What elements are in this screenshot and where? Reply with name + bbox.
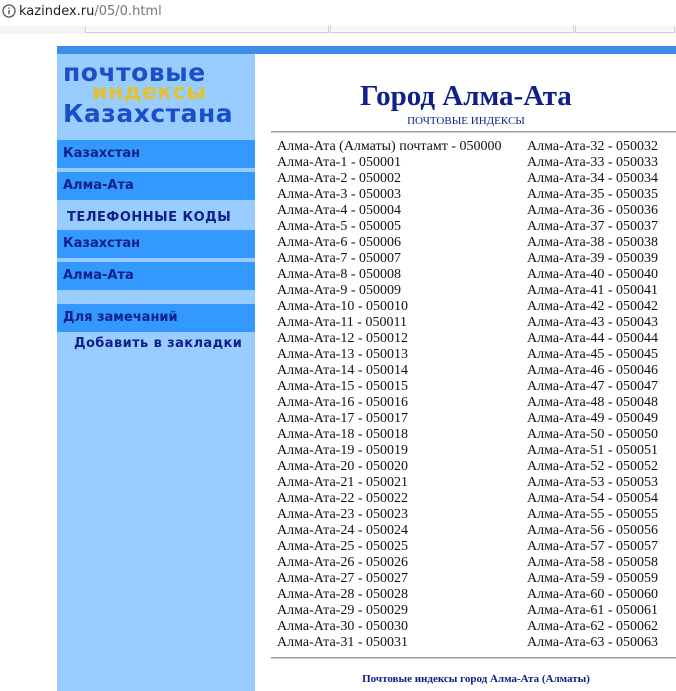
nav-postal-kazakhstan[interactable]: Казахстан	[57, 140, 255, 168]
postal-code-item: Алма-Ата-31 - 050031	[277, 635, 408, 650]
nav-phone-kazakhstan[interactable]: Казахстан	[57, 230, 255, 258]
postal-code-item: Алма-Ата-2 - 050002	[277, 171, 401, 186]
postal-code-item: Алма-Ата-45 - 050045	[527, 347, 658, 362]
postal-codes-right-column	[527, 139, 658, 651]
postal-code-item: Алма-Ата-59 - 050059	[527, 571, 658, 586]
postal-code-item: Алма-Ата-33 - 050033	[527, 155, 658, 170]
url-path: /05/0.html	[94, 4, 162, 19]
postal-code-item: Алма-Ата-37 - 050037	[527, 219, 658, 234]
header-bar	[57, 46, 676, 54]
postal-code-item: Алма-Ата-44 - 050044	[527, 331, 658, 346]
postal-code-item: Алма-Ата-51 - 050051	[527, 443, 658, 458]
postal-code-item: Алма-Ата-3 - 050003	[277, 187, 401, 202]
postal-code-item: Алма-Ата-52 - 050052	[527, 459, 658, 474]
bookmarks-strip	[0, 26, 676, 34]
postal-code-item: Алма-Ата-11 - 050011	[277, 315, 407, 330]
postal-code-item: Алма-Ата-50 - 050050	[527, 427, 658, 442]
postal-code-item: Алма-Ата-55 - 050055	[527, 507, 658, 522]
nav-phone-almaty[interactable]: Алма-Ата	[57, 262, 255, 290]
postal-code-item: Алма-Ата-28 - 050028	[277, 587, 408, 602]
add-bookmark-link[interactable]: Добавить в закладки	[74, 336, 243, 351]
postal-code-item: Алма-Ата-49 - 050049	[527, 411, 658, 426]
postal-code-item: Алма-Ата-18 - 050018	[277, 427, 408, 442]
postal-code-item: Алма-Ата-17 - 050017	[277, 411, 408, 426]
postal-code-item: Алма-Ата-9 - 050009	[277, 283, 401, 298]
strip-segment	[575, 26, 675, 33]
postal-code-item: Алма-Ата-21 - 050021	[277, 475, 408, 490]
postal-code-item: Алма-Ата-32 - 050032	[527, 139, 658, 154]
postal-code-item: Алма-Ата-24 - 050024	[277, 523, 408, 538]
postal-code-item: Алма-Ата-42 - 050042	[527, 299, 658, 314]
postal-code-item: Алма-Ата-41 - 050041	[527, 283, 658, 298]
logo-line-2: индексы	[92, 80, 207, 105]
postal-code-item: Алма-Ата-60 - 050060	[527, 587, 658, 602]
postal-codes-left-column	[277, 139, 502, 651]
postal-code-item: Алма-Ата-56 - 050056	[527, 523, 658, 538]
postal-code-item: Алма-Ата (Алматы) почтамт - 050000	[277, 139, 502, 154]
info-icon[interactable]	[2, 4, 16, 18]
postal-code-item: Алма-Ата-57 - 050057	[527, 539, 658, 554]
postal-code-item: Алма-Ата-5 - 050005	[277, 219, 401, 234]
postal-code-item: Алма-Ата-40 - 050040	[527, 267, 658, 282]
logo-line-3: Казахстана	[63, 99, 234, 128]
postal-code-item: Алма-Ата-29 - 050029	[277, 603, 408, 618]
nav-postal-almaty[interactable]: Алма-Ата	[57, 172, 255, 200]
strip-segment	[85, 26, 329, 33]
postal-code-item: Алма-Ата-53 - 050053	[527, 475, 658, 490]
postal-code-item: Алма-Ата-13 - 050013	[277, 347, 408, 362]
nav-feedback[interactable]: Для замечаний	[57, 304, 255, 332]
postal-code-item: Алма-Ата-16 - 050016	[277, 395, 408, 410]
postal-code-item: Алма-Ата-7 - 050007	[277, 251, 401, 266]
phone-codes-heading: ТЕЛЕФОННЫЕ КОДЫ	[67, 210, 232, 225]
postal-code-item: Алма-Ата-58 - 050058	[527, 555, 658, 570]
bottom-divider	[271, 657, 676, 659]
postal-code-item: Алма-Ата-15 - 050015	[277, 379, 408, 394]
postal-code-item: Алма-Ата-62 - 050062	[527, 619, 658, 634]
url-text[interactable]	[19, 4, 162, 19]
postal-code-item: Алма-Ата-8 - 050008	[277, 267, 401, 282]
postal-code-item: Алма-Ата-38 - 050038	[527, 235, 658, 250]
strip-segment	[330, 26, 574, 33]
postal-code-item: Алма-Ата-36 - 050036	[527, 203, 658, 218]
logo-line-1: почтовые	[63, 58, 206, 87]
address-bar[interactable]	[0, 0, 676, 26]
postal-code-item: Алма-Ата-34 - 050034	[527, 171, 658, 186]
postal-code-item: Алма-Ата-35 - 050035	[527, 187, 658, 202]
postal-code-item: Алма-Ата-1 - 050001	[277, 155, 401, 170]
postal-code-item: Алма-Ата-30 - 050030	[277, 619, 408, 634]
postal-code-item: Алма-Ата-47 - 050047	[527, 379, 658, 394]
postal-code-item: Алма-Ата-43 - 050043	[527, 315, 658, 330]
postal-code-item: Алма-Ата-6 - 050006	[277, 235, 401, 250]
postal-code-item: Алма-Ата-48 - 050048	[527, 395, 658, 410]
postal-code-item: Алма-Ата-46 - 050046	[527, 363, 658, 378]
postal-code-item: Алма-Ата-23 - 050023	[277, 507, 408, 522]
postal-code-item: Алма-Ата-14 - 050014	[277, 363, 408, 378]
postal-code-item: Алма-Ата-54 - 050054	[527, 491, 658, 506]
postal-code-item: Алма-Ата-27 - 050027	[277, 571, 408, 586]
postal-code-item: Алма-Ата-25 - 050025	[277, 539, 408, 554]
postal-code-item: Алма-Ата-20 - 050020	[277, 459, 408, 474]
page-title: Город Алма-Ата	[360, 80, 572, 112]
postal-code-item: Алма-Ата-39 - 050039	[527, 251, 658, 266]
url-host: kazindex.ru	[19, 4, 95, 19]
postal-code-item: Алма-Ата-61 - 050061	[527, 603, 658, 618]
top-divider	[271, 131, 676, 133]
postal-code-item: Алма-Ата-19 - 050019	[277, 443, 408, 458]
postal-code-item: Алма-Ата-26 - 050026	[277, 555, 408, 570]
sidebar	[57, 54, 255, 691]
postal-code-item: Алма-Ата-4 - 050004	[277, 203, 401, 218]
postal-code-item: Алма-Ата-63 - 050063	[527, 635, 658, 650]
postal-code-item: Алма-Ата-12 - 050012	[277, 331, 408, 346]
page-subtitle: ПОЧТОВЫЕ ИНДЕКСЫ	[407, 115, 525, 127]
page-footer: Почтовые индексы город Алма-Ата (Алматы)	[362, 673, 590, 685]
postal-code-item: Алма-Ата-10 - 050010	[277, 299, 408, 314]
postal-code-item: Алма-Ата-22 - 050022	[277, 491, 408, 506]
